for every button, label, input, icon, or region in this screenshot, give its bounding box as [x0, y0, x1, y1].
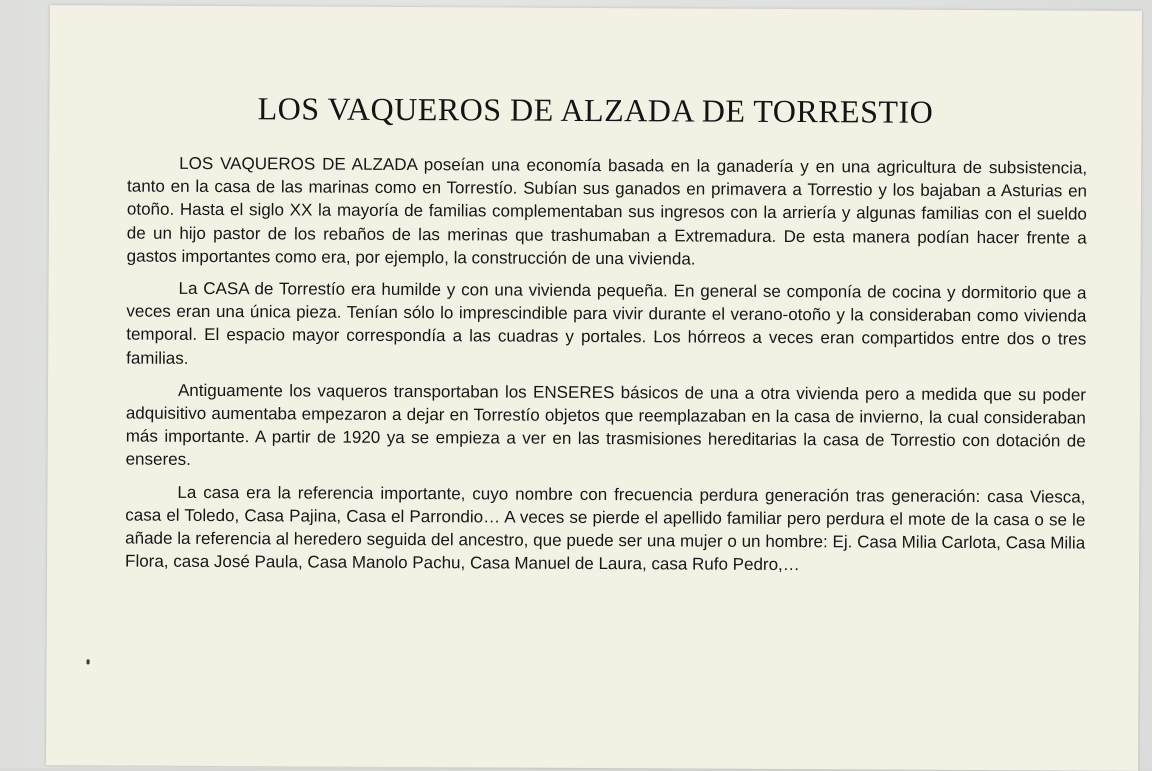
printed-sheet	[46, 5, 1142, 771]
document-body	[125, 152, 1087, 587]
ink-speck	[87, 659, 90, 664]
paragraph-house: La CASA de Torrestío era humilde y con una vivienda pequeña. En general se componía de cocina y dormitorio que a veces eran una única pieza. Tenían sólo lo imprescindible para vivir durante el verano-otoño y la consideraban como vivienda temporal. El espacio mayor correspondía a las cuadras y portales. Los hórreos a veces eran compartidos entre dos o tres familias.	[126, 278, 1087, 368]
paragraph-house-names: La casa era la referencia importante, cuyo nombre con frecuencia perdura generación tras generación: casa Viesca, casa el Toledo, Casa Pajina, Casa el Parrondio… A veces se pierde el apellido familiar pero perdura el mote de la casa o se le añade la referencia al heredero seguida del ancestro, que puede ser una mujer o un hombre: Ej. Casa Milia Carlota, Casa Milia Flora, casa José Paula, Casa Manolo Pachu, Casa Manuel de Laura, casa Rufo Pedro,…	[125, 482, 1086, 575]
page-title: LOS VAQUEROS DE ALZADA DE TORRESTIO	[257, 90, 934, 130]
paragraph-economy: LOS VAQUEROS DE ALZADA poseían una economía basada en la ganadería y en una agricultura de subsistencia, tanto en la casa de las marinas como en Torrestío. Subían sus ganados en primavera a Torrestio y los bajaban a Asturias en otoño. Hasta el siglo XX la mayoría de familias complementaban sus ingresos con la arriería y algunas familias con el sueldo de un hijo pastor de los rebaños de las merinas que trashumaban a Extremadura. De esta manera podían hacer frente a gastos importantes como era, por ejemplo, la construcción de una vivienda.	[126, 153, 1088, 269]
paragraph-belongings: Antiguamente los vaqueros transportaban los ENSERES básicos de una a otra vivienda pero a medida que su poder adquisitivo aumentaba empezaron a dejar en Torrestío objetos que reemplazaban en la casa de invierno, la cual consideraban más importante. A partir de 1920 ya se empieza a ver en las trasmisiones hereditarias la casa de Torrestio con dotación de enseres.	[125, 380, 1087, 470]
